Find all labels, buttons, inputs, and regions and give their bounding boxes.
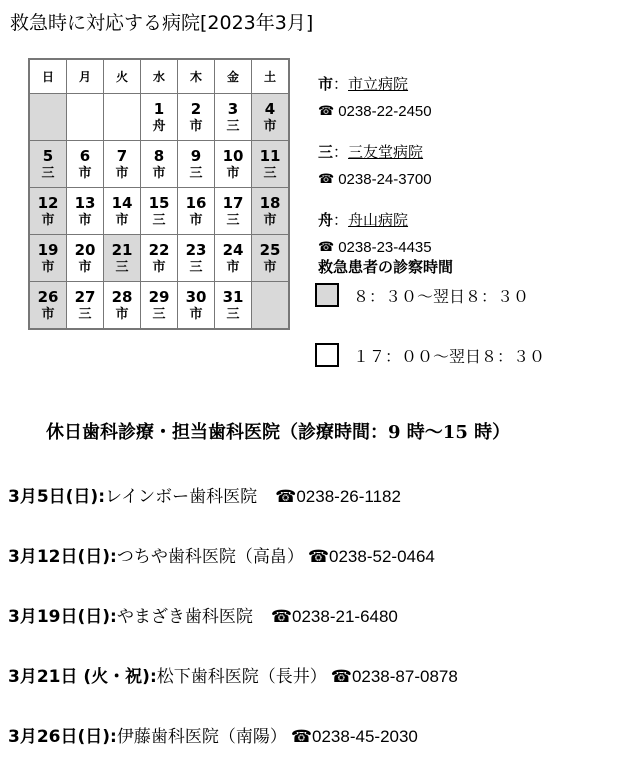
day-hospital: 市 bbox=[189, 119, 203, 134]
day-number: 14 bbox=[111, 194, 133, 212]
phone-icon: ☎ bbox=[290, 727, 313, 746]
day-hospital: 市 bbox=[78, 166, 92, 181]
phone-icon: ☎ bbox=[270, 607, 293, 626]
dental-tel bbox=[275, 487, 401, 507]
day-number: 17 bbox=[222, 194, 244, 212]
calendar-day-cell bbox=[104, 141, 141, 188]
dental-tel bbox=[308, 547, 435, 567]
day-hospital: 市 bbox=[263, 119, 277, 134]
day-hospital: 三 bbox=[226, 119, 240, 134]
calendar-day-cell bbox=[141, 141, 178, 188]
dental-date: 3月21日 (火・祝): bbox=[8, 667, 157, 687]
day-number: 25 bbox=[259, 241, 281, 259]
empty-square-icon bbox=[315, 343, 339, 367]
hospital-tel: 0238-24-3700 bbox=[338, 170, 432, 188]
dental-tel-number: 0238-26-1182 bbox=[296, 487, 401, 506]
day-number: 3 bbox=[227, 100, 239, 118]
day-hospital: 市 bbox=[78, 260, 92, 275]
legend-hospital-shi: 市 ： 市立病院 bbox=[318, 75, 409, 93]
calendar-day-cell bbox=[141, 188, 178, 235]
calendar-day-cell bbox=[104, 188, 141, 235]
calendar bbox=[28, 58, 290, 330]
dental-clinic: つちや歯科医院（高畠） bbox=[116, 547, 304, 567]
page-title: 救急時に対応する病院[2023年3月] bbox=[10, 12, 314, 34]
calendar-day-cell bbox=[67, 188, 104, 235]
hospital-name: 舟山病院 bbox=[348, 211, 409, 229]
calendar-day-cell bbox=[252, 94, 290, 141]
dental-clinic: 伊藤歯科医院（南陽） bbox=[116, 727, 287, 747]
hospital-name: 市立病院 bbox=[348, 75, 409, 93]
day-hospital: 舟 bbox=[152, 119, 166, 134]
calendar-day-cell bbox=[215, 188, 252, 235]
calendar-day-cell bbox=[67, 282, 104, 330]
hospital-abbr: 三 bbox=[318, 143, 334, 161]
calendar-day-cell bbox=[178, 188, 215, 235]
calendar-day-cell bbox=[67, 235, 104, 282]
day-hospital: 三 bbox=[189, 166, 203, 181]
calendar-day-cell bbox=[29, 188, 67, 235]
calendar-day-cell bbox=[252, 188, 290, 235]
day-hospital: 市 bbox=[152, 260, 166, 275]
weekday-mon: 月 bbox=[67, 59, 104, 94]
dental-entry bbox=[8, 722, 418, 747]
day-hospital: 三 bbox=[226, 213, 240, 228]
calendar-day-cell bbox=[29, 94, 67, 141]
day-number: 28 bbox=[111, 288, 133, 306]
day-number: 13 bbox=[74, 194, 96, 212]
dental-tel-number: 0238-52-0464 bbox=[329, 547, 435, 566]
day-number: 29 bbox=[148, 288, 170, 306]
phone-icon: ☎ bbox=[318, 239, 335, 254]
day-hospital: 市 bbox=[78, 213, 92, 228]
calendar-day-cell bbox=[215, 94, 252, 141]
calendar-day-cell bbox=[104, 282, 141, 330]
day-hospital: 三 bbox=[41, 166, 55, 181]
calendar-day-cell bbox=[252, 235, 290, 282]
day-hospital: 市 bbox=[263, 260, 277, 275]
dental-clinic: 松下歯科医院（長井） bbox=[156, 667, 327, 687]
dental-clinic: やまざき歯科医院 bbox=[116, 607, 253, 627]
dental-entry bbox=[8, 482, 401, 507]
day-number: 15 bbox=[148, 194, 170, 212]
day-number: 24 bbox=[222, 241, 244, 259]
weekday-fri: 金 bbox=[215, 59, 252, 94]
day-hospital: 三 bbox=[189, 260, 203, 275]
dental-tel-number: 0238-21-6480 bbox=[292, 607, 398, 626]
day-hospital: 三 bbox=[152, 307, 166, 322]
day-hospital: 市 bbox=[226, 260, 240, 275]
calendar-day-cell bbox=[104, 94, 141, 141]
day-hospital: 市 bbox=[115, 166, 129, 181]
day-number: 11 bbox=[259, 147, 281, 165]
day-number: 27 bbox=[74, 288, 96, 306]
day-hospital: 市 bbox=[41, 213, 55, 228]
day-number: 4 bbox=[264, 100, 276, 118]
calendar-day-cell bbox=[141, 282, 178, 330]
day-number: 2 bbox=[190, 100, 202, 118]
day-number: 19 bbox=[37, 241, 59, 259]
calendar-day-cell bbox=[178, 235, 215, 282]
day-number: 31 bbox=[222, 288, 244, 306]
day-number: 30 bbox=[185, 288, 207, 306]
legend-hospital-funa: 舟 ： 舟山病院 bbox=[318, 211, 409, 229]
day-number: 8 bbox=[153, 147, 165, 165]
phone-icon: ☎ bbox=[318, 103, 335, 118]
phone-icon: ☎ bbox=[275, 487, 297, 506]
day-hospital: 三 bbox=[263, 166, 277, 181]
hospital-abbr: 市 bbox=[318, 75, 334, 93]
calendar-day-cell bbox=[29, 282, 67, 330]
phone-icon: ☎ bbox=[318, 171, 335, 186]
hospital-tel: 0238-22-2450 bbox=[338, 102, 432, 120]
hospital-name: 三友堂病院 bbox=[348, 143, 424, 161]
calendar-week bbox=[29, 235, 289, 282]
day-hospital: 市 bbox=[189, 307, 203, 322]
legend-tel-shi bbox=[318, 94, 432, 128]
day-number: 23 bbox=[185, 241, 207, 259]
calendar-day-cell bbox=[252, 141, 290, 188]
calendar-week bbox=[29, 188, 289, 235]
calendar-day-cell bbox=[67, 94, 104, 141]
weekday-sat: 土 bbox=[252, 59, 290, 94]
day-number: 16 bbox=[185, 194, 207, 212]
hours-title: 救急患者の診察時間 bbox=[318, 258, 454, 276]
day-hospital: 市 bbox=[41, 260, 55, 275]
hours-weekday-row bbox=[315, 343, 545, 367]
day-hospital: 三 bbox=[226, 307, 240, 322]
day-number: 26 bbox=[37, 288, 59, 306]
hours-weekday: １７：００～翌日８：３０ bbox=[353, 346, 546, 366]
day-number: 6 bbox=[79, 147, 91, 165]
day-number: 1 bbox=[153, 100, 165, 118]
dental-title: 休日歯科診療・担当歯科医院（診療時間：9 時～15 時） bbox=[46, 422, 511, 443]
dental-clinic: レインボー歯科医院 bbox=[105, 487, 258, 507]
calendar-day-cell bbox=[178, 141, 215, 188]
dental-entry bbox=[8, 662, 458, 687]
phone-icon: ☎ bbox=[330, 667, 352, 686]
dental-tel-number: 0238-87-0878 bbox=[351, 667, 458, 686]
calendar-day-cell bbox=[141, 235, 178, 282]
day-hospital: 市 bbox=[115, 307, 129, 322]
weekday-header bbox=[29, 59, 289, 94]
calendar-day-cell bbox=[215, 282, 252, 330]
hours-holiday: ８：３０～翌日８：３０ bbox=[353, 286, 530, 306]
calendar-week bbox=[29, 282, 289, 330]
day-hospital: 市 bbox=[115, 213, 129, 228]
legend-hospital-san: 三 ： 三友堂病院 bbox=[318, 143, 424, 161]
day-number: 7 bbox=[116, 147, 128, 165]
calendar-day-cell bbox=[178, 282, 215, 330]
dental-tel-number: 0238-45-2030 bbox=[312, 727, 418, 746]
dental-tel bbox=[291, 727, 418, 747]
day-number: 10 bbox=[222, 147, 244, 165]
day-hospital: 市 bbox=[41, 307, 55, 322]
day-number: 9 bbox=[190, 147, 202, 165]
calendar-day-cell bbox=[141, 94, 178, 141]
day-number: 5 bbox=[42, 147, 54, 165]
dental-date: 3月12日(日): bbox=[8, 547, 117, 567]
weekday-thu: 木 bbox=[178, 59, 215, 94]
day-hospital: 三 bbox=[152, 213, 166, 228]
day-hospital: 三 bbox=[78, 307, 92, 322]
hospital-tel: 0238-23-4435 bbox=[338, 238, 432, 256]
day-hospital: 市 bbox=[152, 166, 166, 181]
dental-date: 3月5日(日): bbox=[8, 487, 105, 507]
day-number: 21 bbox=[111, 241, 133, 259]
calendar-day-cell bbox=[29, 141, 67, 188]
calendar-day-cell bbox=[29, 235, 67, 282]
phone-icon: ☎ bbox=[307, 547, 330, 566]
dental-date: 3月26日(日): bbox=[8, 727, 117, 747]
day-number: 20 bbox=[74, 241, 96, 259]
hours-holiday-row bbox=[315, 283, 529, 307]
day-number: 12 bbox=[37, 194, 59, 212]
day-number: 18 bbox=[259, 194, 281, 212]
dental-entry bbox=[8, 602, 398, 627]
day-hospital: 市 bbox=[226, 166, 240, 181]
calendar-day-cell bbox=[67, 141, 104, 188]
calendar-week bbox=[29, 94, 289, 141]
dental-entry bbox=[8, 542, 435, 567]
day-number: 22 bbox=[148, 241, 170, 259]
calendar-day-cell bbox=[215, 235, 252, 282]
legend-tel-san bbox=[318, 162, 432, 196]
calendar-day-cell bbox=[178, 94, 215, 141]
dental-date: 3月19日(日): bbox=[8, 607, 117, 627]
dental-tel bbox=[271, 607, 398, 627]
shaded-square-icon bbox=[315, 283, 339, 307]
hospital-legend bbox=[318, 60, 432, 264]
day-hospital: 三 bbox=[115, 260, 129, 275]
calendar-day-cell bbox=[104, 235, 141, 282]
weekday-tue: 火 bbox=[104, 59, 141, 94]
calendar-day-cell bbox=[252, 282, 290, 330]
day-hospital: 市 bbox=[263, 213, 277, 228]
weekday-wed: 水 bbox=[141, 59, 178, 94]
day-hospital: 市 bbox=[189, 213, 203, 228]
dental-tel bbox=[331, 667, 458, 687]
calendar-week bbox=[29, 141, 289, 188]
hospital-abbr: 舟 bbox=[318, 211, 334, 229]
calendar-day-cell bbox=[215, 141, 252, 188]
weekday-sun: 日 bbox=[29, 59, 67, 94]
